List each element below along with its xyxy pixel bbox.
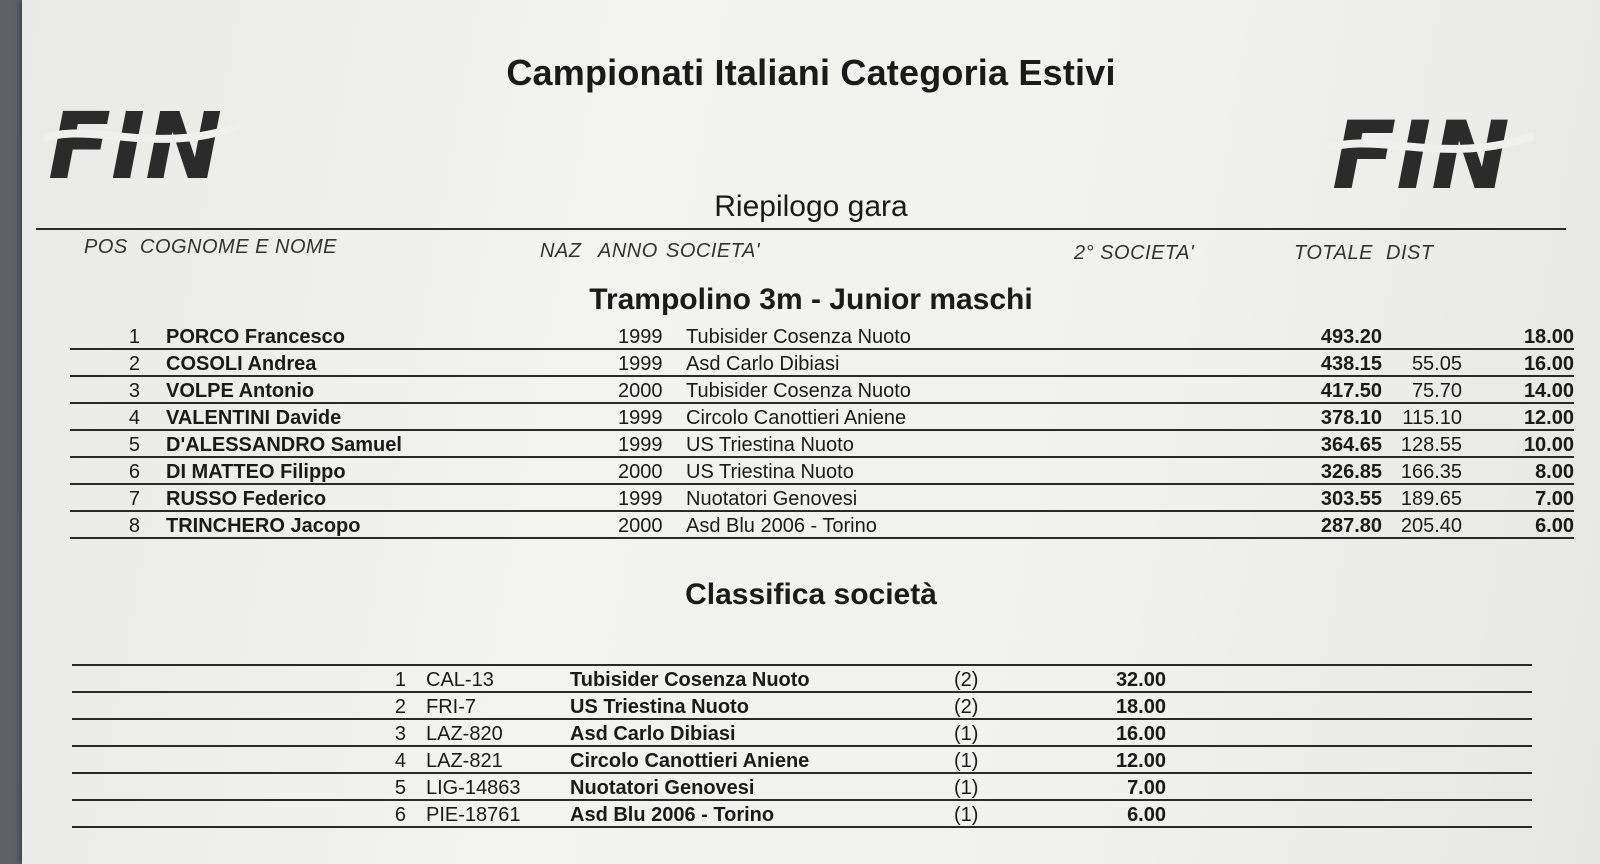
club-ranking-title: Classifica società xyxy=(685,578,937,611)
result-points: 14.00 xyxy=(1523,380,1574,402)
result-name: VALENTINI Davide xyxy=(166,407,342,429)
result-anno: 2000 xyxy=(618,461,663,483)
result-totale: 326.85 xyxy=(1320,461,1382,483)
result-pos: 6 xyxy=(128,461,140,483)
result-points: 10.00 xyxy=(1523,434,1574,456)
club-name: US Triestina Nuoto xyxy=(570,696,749,718)
table-row xyxy=(70,485,1574,512)
club-pos: 3 xyxy=(394,723,406,745)
table-row xyxy=(72,747,1532,774)
table-row xyxy=(72,774,1532,801)
table-row xyxy=(72,720,1532,747)
club-count: (1) xyxy=(954,804,979,826)
result-totale: 378.10 xyxy=(1320,407,1382,429)
club-pos: 2 xyxy=(394,696,406,718)
table-row xyxy=(70,350,1574,377)
result-societa: Circolo Canottieri Aniene xyxy=(686,407,907,429)
result-totale: 438.15 xyxy=(1320,353,1382,375)
result-anno: 2000 xyxy=(618,380,663,402)
document-subtitle: Riepilogo gara xyxy=(714,190,908,223)
club-points: 18.00 xyxy=(1115,696,1166,718)
result-name: COSOLI Andrea xyxy=(166,353,317,375)
result-societa: Tubisider Cosenza Nuoto xyxy=(686,380,911,402)
club-points: 12.00 xyxy=(1115,750,1166,772)
club-code: FRI-7 xyxy=(426,696,476,718)
result-points: 16.00 xyxy=(1523,353,1574,375)
col-societa: SOCIETA' xyxy=(666,240,761,262)
col-totale: TOTALE xyxy=(1294,242,1373,264)
table-row xyxy=(72,666,1532,693)
result-points: 6.00 xyxy=(1535,515,1574,537)
result-dist: 205.40 xyxy=(1400,515,1462,537)
fin-logo-left xyxy=(44,100,240,184)
result-pos: 1 xyxy=(128,326,140,348)
result-societa: US Triestina Nuoto xyxy=(686,461,854,483)
result-totale: 493.20 xyxy=(1320,326,1382,348)
result-totale: 287.80 xyxy=(1320,515,1382,537)
document-page xyxy=(22,0,1600,864)
result-anno: 1999 xyxy=(618,353,663,375)
result-pos: 5 xyxy=(128,434,140,456)
result-pos: 3 xyxy=(128,380,140,402)
result-anno: 2000 xyxy=(618,515,663,537)
header-rule xyxy=(36,228,1566,230)
result-name: PORCO Francesco xyxy=(166,326,345,348)
event-title: Trampolino 3m - Junior maschi xyxy=(589,283,1033,316)
result-societa: Asd Carlo Dibiasi xyxy=(686,353,840,375)
club-points: 32.00 xyxy=(1115,669,1166,691)
svg-text:FIN: FIN xyxy=(48,100,223,184)
club-name: Asd Carlo Dibiasi xyxy=(570,723,736,745)
club-count: (2) xyxy=(954,669,979,691)
result-name: D'ALESSANDRO Samuel xyxy=(166,434,402,456)
result-pos: 2 xyxy=(128,353,140,375)
club-code: LAZ-821 xyxy=(426,750,503,772)
club-name: Asd Blu 2006 - Torino xyxy=(570,804,775,826)
club-code: LAZ-820 xyxy=(426,723,503,745)
col-pos: POS xyxy=(84,236,128,258)
club-points: 16.00 xyxy=(1115,723,1166,745)
result-points: 18.00 xyxy=(1523,326,1574,348)
result-societa: US Triestina Nuoto xyxy=(686,434,854,456)
col-second-societa: 2° SOCIETA' xyxy=(1074,242,1195,264)
result-anno: 1999 xyxy=(618,488,663,510)
result-pos: 7 xyxy=(128,488,140,510)
club-name: Nuotatori Genovesi xyxy=(570,777,755,799)
table-row xyxy=(70,404,1574,431)
club-code: LIG-14863 xyxy=(426,777,521,799)
club-code: CAL-13 xyxy=(426,669,494,691)
result-totale: 303.55 xyxy=(1320,488,1382,510)
result-totale: 364.65 xyxy=(1320,434,1382,456)
club-pos: 1 xyxy=(394,669,406,691)
result-dist: 55.05 xyxy=(1411,353,1462,375)
result-name: VOLPE Antonio xyxy=(166,380,315,402)
table-row xyxy=(70,512,1574,539)
result-name: DI MATTEO Filippo xyxy=(166,461,346,483)
club-pos: 5 xyxy=(394,777,406,799)
result-pos: 8 xyxy=(128,515,140,537)
svg-text:FIN: FIN xyxy=(1332,110,1510,194)
result-dist: 166.35 xyxy=(1400,461,1462,483)
club-count: (1) xyxy=(954,750,979,772)
result-societa: Nuotatori Genovesi xyxy=(686,488,858,510)
document-title: Campionati Italiani Categoria Estivi xyxy=(506,52,1116,93)
club-code: PIE-18761 xyxy=(426,804,521,826)
table-row xyxy=(70,458,1574,485)
table-row xyxy=(70,431,1574,458)
result-dist: 128.55 xyxy=(1400,434,1462,456)
result-points: 8.00 xyxy=(1535,461,1574,483)
result-dist: 75.70 xyxy=(1411,380,1462,402)
result-anno: 1999 xyxy=(618,434,663,456)
col-dist: DIST xyxy=(1386,242,1434,264)
table-row xyxy=(72,801,1532,828)
result-points: 7.00 xyxy=(1535,488,1574,510)
result-societa: Asd Blu 2006 - Torino xyxy=(686,515,877,537)
table-row xyxy=(70,377,1574,404)
result-pos: 4 xyxy=(128,407,140,429)
result-name: RUSSO Federico xyxy=(166,488,327,510)
club-points: 6.00 xyxy=(1127,804,1166,826)
club-pos: 6 xyxy=(394,804,406,826)
col-anno: ANNO xyxy=(598,240,658,262)
table-row xyxy=(70,323,1574,350)
result-anno: 1999 xyxy=(618,326,663,348)
col-naz: NAZ xyxy=(540,240,582,262)
club-name: Tubisider Cosenza Nuoto xyxy=(570,669,810,691)
fin-logo-right xyxy=(1328,110,1534,194)
club-pos: 4 xyxy=(394,750,406,772)
result-points: 12.00 xyxy=(1523,407,1574,429)
result-societa: Tubisider Cosenza Nuoto xyxy=(686,326,911,348)
club-points: 7.00 xyxy=(1127,777,1166,799)
club-count: (2) xyxy=(954,696,979,718)
result-dist: 115.10 xyxy=(1402,407,1462,429)
result-totale: 417.50 xyxy=(1320,380,1382,402)
club-count: (1) xyxy=(954,777,979,799)
result-name: TRINCHERO Jacopo xyxy=(166,515,361,537)
result-dist: 189.65 xyxy=(1400,488,1462,510)
col-name: COGNOME E NOME xyxy=(140,236,338,258)
result-anno: 1999 xyxy=(618,407,663,429)
table-row xyxy=(72,693,1532,720)
club-count: (1) xyxy=(954,723,979,745)
club-name: Circolo Canottieri Aniene xyxy=(570,750,810,772)
